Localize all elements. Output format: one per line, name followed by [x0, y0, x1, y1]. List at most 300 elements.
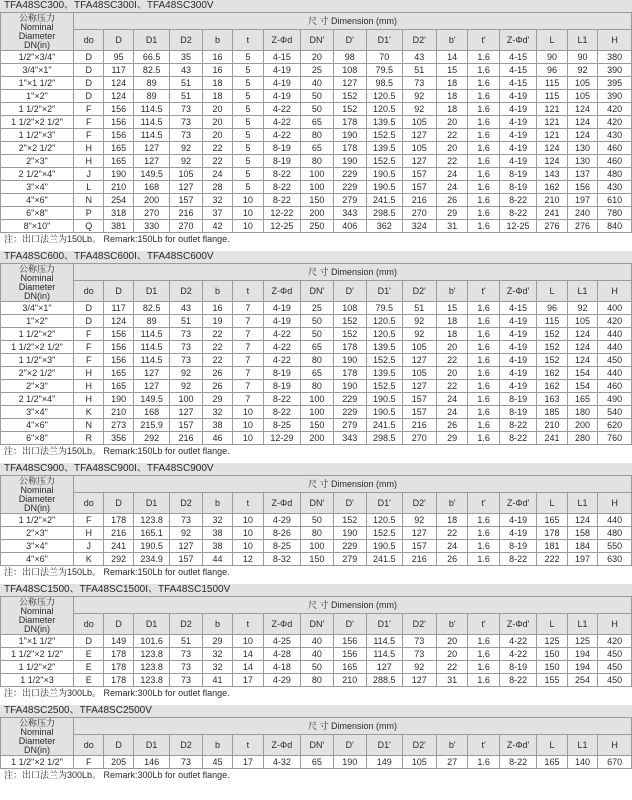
value-cell: 1.6 — [468, 51, 499, 64]
nominal-label-line: Diameter — [18, 282, 56, 292]
value-cell: 38 — [202, 419, 232, 432]
value-cell: 10 — [233, 432, 263, 445]
value-cell: 127 — [133, 142, 170, 155]
column-header: Z-Φd — [263, 493, 301, 514]
header-row-columns — [1, 735, 632, 756]
value-cell: 20 — [436, 367, 467, 380]
column-header: DN' — [301, 735, 333, 756]
value-cell: 4-18 — [263, 661, 301, 674]
value-cell: 1.6 — [468, 103, 499, 116]
value-cell: 79.5 — [367, 64, 402, 77]
value-cell: 152.5 — [367, 380, 402, 393]
value-cell: J — [74, 540, 104, 553]
value-cell: 380 — [598, 51, 632, 64]
value-cell: 127 — [402, 354, 436, 367]
size-cell: 8"×10" — [1, 220, 74, 233]
value-cell: H — [74, 142, 104, 155]
value-cell: 168 — [133, 406, 170, 419]
value-cell: 73 — [170, 648, 202, 661]
value-cell: 154 — [567, 367, 597, 380]
value-cell: 123.8 — [133, 648, 170, 661]
dimension-header: 尺 寸 Dimension (mm) — [74, 718, 632, 735]
value-cell: 8-26 — [263, 527, 301, 540]
value-cell: 114.5 — [367, 648, 402, 661]
value-cell: 4-29 — [263, 674, 301, 687]
value-cell: 124 — [537, 155, 567, 168]
value-cell: 115 — [537, 315, 567, 328]
value-cell: 8-19 — [263, 367, 301, 380]
nominal-label-line: 公称压力 — [18, 13, 55, 23]
value-cell: 298.5 — [367, 432, 402, 445]
value-cell: 124 — [567, 103, 597, 116]
value-cell: 540 — [598, 406, 632, 419]
value-cell: 1.6 — [468, 77, 499, 90]
value-cell: 65 — [301, 367, 333, 380]
value-cell: 40 — [301, 635, 333, 648]
value-cell: 630 — [598, 553, 632, 566]
value-cell: 420 — [598, 315, 632, 328]
value-cell: E — [74, 648, 104, 661]
value-cell: 270 — [402, 207, 436, 220]
value-cell: 12-25 — [263, 220, 301, 233]
value-cell: 216 — [402, 553, 436, 566]
column-header: b — [202, 493, 232, 514]
value-cell: 124 — [104, 77, 133, 90]
value-cell: 73 — [170, 661, 202, 674]
size-cell: 1 1/2"×3" — [1, 354, 74, 367]
value-cell: 190 — [333, 756, 366, 769]
value-cell: 7 — [233, 393, 263, 406]
value-cell: 420 — [598, 116, 632, 129]
value-cell: 1.6 — [468, 142, 499, 155]
size-cell: 1/2"×3/4" — [1, 51, 74, 64]
column-header: Z-Φd' — [499, 30, 537, 51]
value-cell: 254 — [104, 194, 133, 207]
value-cell: 45 — [202, 756, 232, 769]
nominal-label-line: Diameter — [18, 31, 56, 41]
value-cell: F — [74, 514, 104, 527]
table-row — [1, 354, 632, 367]
value-cell: 5 — [233, 116, 263, 129]
column-header: D' — [333, 614, 366, 635]
table-row — [1, 674, 632, 687]
value-cell: 92 — [567, 64, 597, 77]
column-header: L — [537, 614, 567, 635]
value-cell: 127 — [133, 155, 170, 168]
section-title: TFA48SC2500、TFA48SC2500V — [0, 705, 632, 717]
column-header: b' — [436, 735, 467, 756]
column-header: b — [202, 30, 232, 51]
value-cell: 22 — [202, 142, 232, 155]
column-header: D1' — [367, 493, 402, 514]
value-cell: 4-19 — [263, 77, 301, 90]
value-cell: 123.8 — [133, 674, 170, 687]
value-cell: 210 — [537, 194, 567, 207]
nominal-label-line: Nominal — [20, 485, 54, 495]
value-cell: 16 — [202, 51, 232, 64]
value-cell: 26 — [202, 367, 232, 380]
value-cell: 10 — [233, 419, 263, 432]
nominal-label-line: Nominal — [20, 273, 54, 283]
nominal-diameter-header — [1, 718, 74, 756]
value-cell: 150 — [537, 648, 567, 661]
column-header: D1' — [367, 614, 402, 635]
value-cell: 276 — [537, 220, 567, 233]
value-cell: 480 — [598, 527, 632, 540]
value-cell: 298.5 — [367, 207, 402, 220]
value-cell: 127 — [170, 181, 202, 194]
value-cell: 210 — [104, 181, 133, 194]
value-cell: 8-22 — [263, 168, 301, 181]
value-cell: 395 — [598, 77, 632, 90]
value-cell: 200 — [567, 419, 597, 432]
value-cell: 292 — [133, 432, 170, 445]
value-cell: 1.6 — [468, 406, 499, 419]
value-cell: 90 — [537, 51, 567, 64]
value-cell: 22 — [436, 155, 467, 168]
value-cell: 100 — [301, 406, 333, 419]
value-cell: 29 — [436, 207, 467, 220]
value-cell: 105 — [170, 168, 202, 181]
value-cell: F — [74, 354, 104, 367]
value-cell: 7 — [233, 315, 263, 328]
value-cell: 190 — [333, 155, 366, 168]
value-cell: 4-19 — [499, 354, 537, 367]
dimension-table — [0, 596, 632, 687]
size-cell: 4"×6" — [1, 419, 74, 432]
value-cell: 8-19 — [499, 168, 537, 181]
value-cell: 73 — [170, 514, 202, 527]
value-cell: 152 — [333, 315, 366, 328]
value-cell: 165 — [104, 367, 133, 380]
size-cell: 3"×4" — [1, 540, 74, 553]
value-cell: 157 — [402, 406, 436, 419]
column-header: L1 — [567, 30, 597, 51]
value-cell: 114.5 — [133, 129, 170, 142]
value-cell: 1.6 — [468, 207, 499, 220]
value-cell: 92 — [567, 302, 597, 315]
value-cell: 1.6 — [468, 674, 499, 687]
value-cell: 1.6 — [468, 220, 499, 233]
value-cell: 157 — [170, 419, 202, 432]
table-row — [1, 155, 632, 168]
value-cell: 152.5 — [367, 155, 402, 168]
value-cell: 550 — [598, 540, 632, 553]
dimension-header: 尺 寸 Dimension (mm) — [74, 13, 632, 30]
value-cell: 92 — [170, 155, 202, 168]
value-cell: 29 — [436, 432, 467, 445]
column-header: Z-Φd — [263, 30, 301, 51]
value-cell: 356 — [104, 432, 133, 445]
value-cell: 292 — [104, 553, 133, 566]
value-cell: K — [74, 553, 104, 566]
nominal-label-line: Nominal — [20, 606, 54, 616]
value-cell: 40 — [301, 648, 333, 661]
value-cell: 4-19 — [499, 514, 537, 527]
value-cell: 430 — [598, 129, 632, 142]
value-cell: 96 — [537, 302, 567, 315]
value-cell: 20 — [202, 116, 232, 129]
value-cell: 20 — [436, 142, 467, 155]
column-header: t' — [468, 735, 499, 756]
value-cell: 4-22 — [499, 635, 537, 648]
column-header: D1 — [133, 30, 170, 51]
value-cell: 127 — [133, 367, 170, 380]
value-cell: 1.6 — [468, 648, 499, 661]
value-cell: N — [74, 419, 104, 432]
value-cell: J — [74, 168, 104, 181]
value-cell: 117 — [104, 64, 133, 77]
value-cell: 22 — [436, 661, 467, 674]
value-cell: 165 — [333, 661, 366, 674]
value-cell: 4-15 — [499, 64, 537, 77]
column-header: D' — [333, 281, 366, 302]
value-cell: 8-22 — [499, 419, 537, 432]
value-cell: H — [74, 155, 104, 168]
value-cell: 10 — [233, 220, 263, 233]
value-cell: 190.5 — [367, 181, 402, 194]
value-cell: 139.5 — [367, 341, 402, 354]
dimension-table — [0, 263, 632, 445]
value-cell: 190 — [333, 527, 366, 540]
value-cell: 4-19 — [499, 129, 537, 142]
value-cell: 152 — [333, 328, 366, 341]
column-header: Z-Φd' — [499, 281, 537, 302]
table-row — [1, 129, 632, 142]
column-header: D2' — [402, 493, 436, 514]
value-cell: 276 — [567, 220, 597, 233]
size-cell: 1 1/2"×2" — [1, 514, 74, 527]
value-cell: 330 — [133, 220, 170, 233]
value-cell: 156 — [104, 129, 133, 142]
value-cell: 4-19 — [499, 103, 537, 116]
value-cell: 42 — [202, 220, 232, 233]
value-cell: H — [74, 367, 104, 380]
value-cell: 178 — [333, 116, 366, 129]
value-cell: 100 — [301, 181, 333, 194]
value-cell: 121 — [537, 129, 567, 142]
value-cell: 152 — [333, 514, 366, 527]
size-cell: 1 1/2"×2 1/2" — [1, 756, 74, 769]
value-cell: 229 — [333, 393, 366, 406]
value-cell: 216 — [402, 419, 436, 432]
value-cell: 20 — [436, 635, 467, 648]
value-cell: 1.6 — [468, 194, 499, 207]
value-cell: 1.6 — [468, 181, 499, 194]
value-cell: 178 — [104, 674, 133, 687]
value-cell: 80 — [301, 674, 333, 687]
section-remark: 注：出口法兰为150Lb。 Remark:150Lb for outlet flange. — [4, 446, 230, 456]
value-cell: D — [74, 64, 104, 77]
column-header: do — [74, 30, 104, 51]
value-cell: 92 — [402, 661, 436, 674]
column-header: D — [104, 281, 133, 302]
value-cell: 50 — [301, 315, 333, 328]
value-cell: 240 — [567, 207, 597, 220]
value-cell: 114.5 — [133, 341, 170, 354]
column-header: Z-Φd' — [499, 735, 537, 756]
header-row-dimension — [1, 264, 632, 281]
value-cell: 152 — [333, 90, 366, 103]
value-cell: 4-19 — [499, 367, 537, 380]
value-cell: 105 — [567, 315, 597, 328]
table-row — [1, 540, 632, 553]
value-cell: 5 — [233, 90, 263, 103]
value-cell: 390 — [598, 90, 632, 103]
value-cell: 121 — [537, 116, 567, 129]
nominal-label-line: DN(in) — [24, 745, 50, 755]
value-cell: 24 — [436, 181, 467, 194]
value-cell: 165 — [537, 514, 567, 527]
value-cell: 254 — [567, 674, 597, 687]
value-cell: 165 — [104, 142, 133, 155]
value-cell: 216 — [104, 527, 133, 540]
value-cell: 1.6 — [468, 155, 499, 168]
value-cell: N — [74, 194, 104, 207]
value-cell: 194 — [567, 661, 597, 674]
value-cell: 22 — [436, 380, 467, 393]
value-cell: 100 — [170, 393, 202, 406]
value-cell: 460 — [598, 142, 632, 155]
value-cell: 190 — [104, 393, 133, 406]
value-cell: 17 — [233, 674, 263, 687]
value-cell: 8-25 — [263, 419, 301, 432]
value-cell: 4-25 — [263, 635, 301, 648]
column-header: b — [202, 281, 232, 302]
value-cell: 65 — [301, 341, 333, 354]
value-cell: 5 — [233, 51, 263, 64]
value-cell: H — [74, 380, 104, 393]
value-cell: 114.5 — [367, 635, 402, 648]
value-cell: 150 — [301, 419, 333, 432]
nominal-label-line: DN(in) — [24, 291, 50, 301]
value-cell: 190 — [333, 380, 366, 393]
value-cell: 440 — [598, 341, 632, 354]
value-cell: 120.5 — [367, 315, 402, 328]
value-cell: 90 — [567, 51, 597, 64]
value-cell: 620 — [598, 419, 632, 432]
value-cell: 8-22 — [263, 406, 301, 419]
value-cell: 165 — [537, 756, 567, 769]
value-cell: F — [74, 129, 104, 142]
value-cell: 229 — [333, 540, 366, 553]
value-cell: 4-19 — [263, 315, 301, 328]
value-cell: 10 — [233, 540, 263, 553]
size-cell: 1"×2" — [1, 90, 74, 103]
value-cell: 216 — [170, 207, 202, 220]
value-cell: 1.6 — [468, 116, 499, 129]
value-cell: 16 — [202, 302, 232, 315]
column-header: t' — [468, 281, 499, 302]
table-row — [1, 315, 632, 328]
value-cell: D — [74, 302, 104, 315]
value-cell: 155 — [537, 674, 567, 687]
value-cell: 1.6 — [468, 393, 499, 406]
value-cell: 1.6 — [468, 129, 499, 142]
size-cell: 3"×4" — [1, 181, 74, 194]
size-cell: 1"×1 1/2" — [1, 635, 74, 648]
value-cell: 165 — [567, 393, 597, 406]
value-cell: 26 — [436, 553, 467, 566]
value-cell: 156 — [104, 116, 133, 129]
value-cell: 178 — [333, 341, 366, 354]
size-cell: 1 1/2"×2" — [1, 661, 74, 674]
value-cell: 210 — [537, 419, 567, 432]
value-cell: 51 — [170, 635, 202, 648]
column-header: b' — [436, 30, 467, 51]
value-cell: 125 — [537, 635, 567, 648]
value-cell: 124 — [567, 116, 597, 129]
value-cell: 92 — [402, 328, 436, 341]
value-cell: 18 — [436, 514, 467, 527]
value-cell: 124 — [567, 129, 597, 142]
value-cell: 82.5 — [133, 302, 170, 315]
value-cell: 101.6 — [133, 635, 170, 648]
value-cell: 44 — [202, 553, 232, 566]
table-row — [1, 406, 632, 419]
value-cell: 610 — [598, 194, 632, 207]
value-cell: 8-32 — [263, 553, 301, 566]
value-cell: 124 — [567, 514, 597, 527]
value-cell: 10 — [233, 514, 263, 527]
value-cell: 190.5 — [367, 406, 402, 419]
value-cell: 14 — [436, 51, 467, 64]
value-cell: 7 — [233, 328, 263, 341]
value-cell: 1.6 — [468, 315, 499, 328]
value-cell: 17 — [233, 756, 263, 769]
value-cell: 157 — [170, 553, 202, 566]
column-header: D2 — [170, 735, 202, 756]
value-cell: L — [74, 181, 104, 194]
value-cell: 5 — [233, 168, 263, 181]
value-cell: 8-19 — [499, 393, 537, 406]
value-cell: 149 — [104, 635, 133, 648]
value-cell: 117 — [104, 302, 133, 315]
value-cell: 120.5 — [367, 103, 402, 116]
value-cell: 65 — [301, 142, 333, 155]
value-cell: 92 — [170, 380, 202, 393]
value-cell: 12-29 — [263, 432, 301, 445]
value-cell: 362 — [367, 220, 402, 233]
value-cell: 92 — [402, 103, 436, 116]
value-cell: 270 — [133, 207, 170, 220]
value-cell: 105 — [402, 341, 436, 354]
column-header: D1' — [367, 30, 402, 51]
value-cell: 8-22 — [263, 393, 301, 406]
value-cell: 215.9 — [133, 419, 170, 432]
value-cell: 5 — [233, 155, 263, 168]
value-cell: 1.6 — [468, 635, 499, 648]
value-cell: 124 — [104, 90, 133, 103]
value-cell: 89 — [133, 77, 170, 90]
column-header: b — [202, 614, 232, 635]
value-cell: 205 — [104, 756, 133, 769]
value-cell: P — [74, 207, 104, 220]
value-cell: 190.5 — [367, 168, 402, 181]
value-cell: 82.5 — [133, 64, 170, 77]
value-cell: 210 — [333, 674, 366, 687]
value-cell: 92 — [170, 527, 202, 540]
value-cell: 105 — [567, 77, 597, 90]
value-cell: 8-22 — [499, 674, 537, 687]
nominal-diameter-header — [1, 597, 74, 635]
value-cell: E — [74, 674, 104, 687]
column-header: H — [598, 735, 632, 756]
size-cell: 1 1/2"×2 1/2" — [1, 648, 74, 661]
value-cell: 460 — [598, 380, 632, 393]
size-cell: 1 1/2"×2" — [1, 103, 74, 116]
value-cell: 178 — [104, 661, 133, 674]
